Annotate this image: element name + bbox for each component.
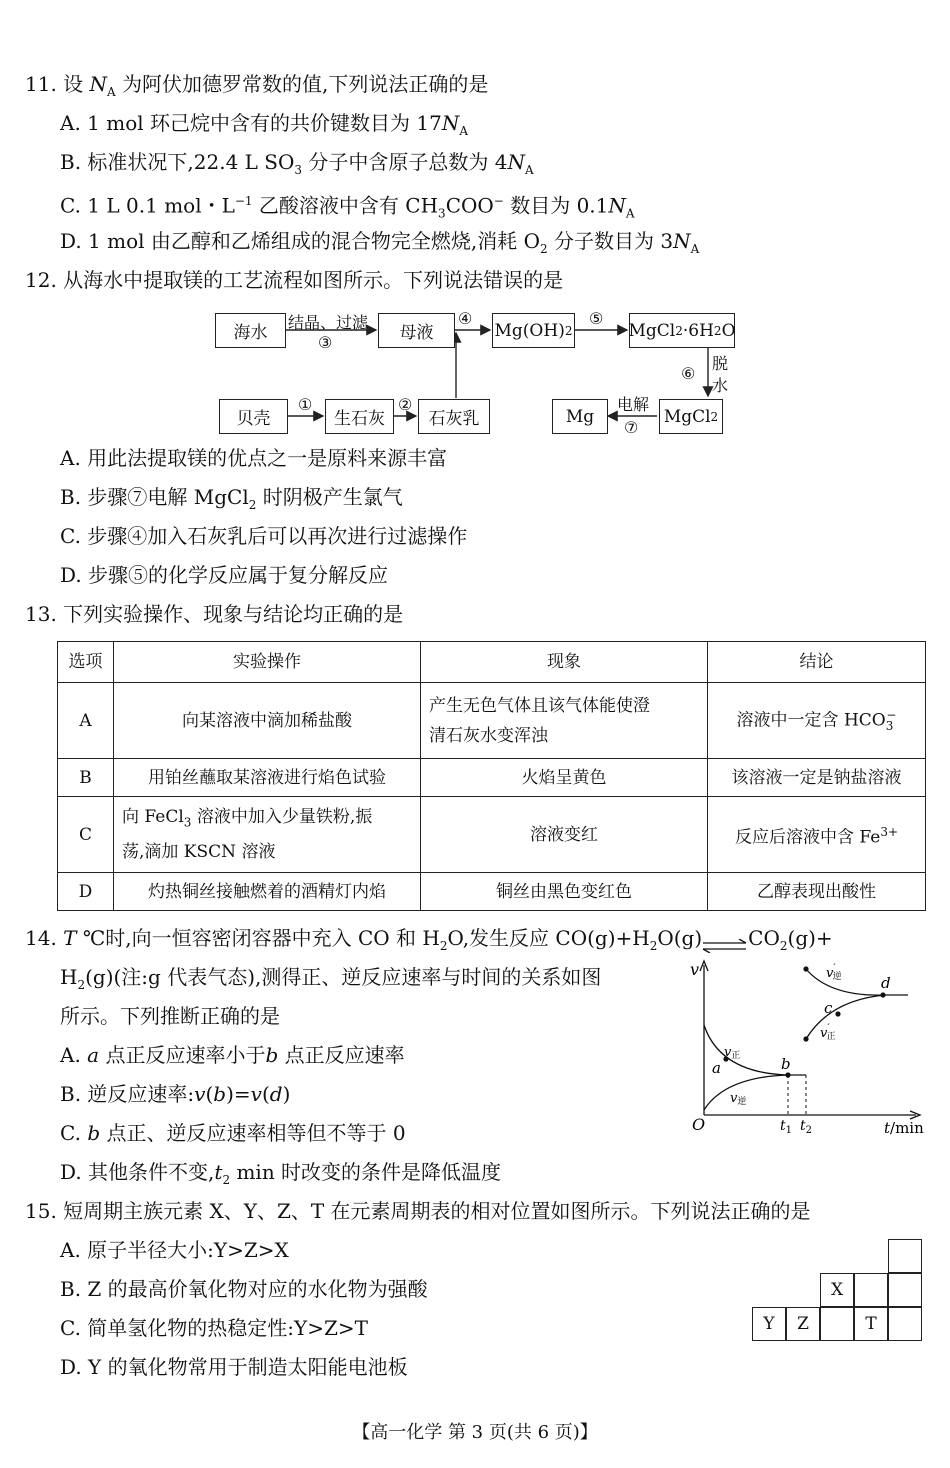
point-c [835,1011,840,1016]
q11-option-b: B. 标准状况下,22.4 L $SO_3$ 分子中含原子总数为 $4N_A$ [60,150,534,177]
table-cell-phenomenon: 溶液变红 [421,797,708,873]
equilibrium-arrow-icon [702,933,748,947]
graph-t1-label: $t_1$ [780,1118,793,1136]
graph-label-v-forward: v正 [724,1045,741,1061]
table-header-conclusion: 结论 [708,642,926,683]
periodic-cell-y: Y [752,1307,786,1341]
step-5-label: ⑤ [589,309,604,328]
table-row [58,683,926,759]
table-cell-conclusion: 该溶液一定是钠盐溶液 [708,759,926,797]
q15-option-a: A. 原子半径大小:Y>Z>X [60,1238,289,1262]
q11-option-d: D. 1 mol 由乙醇和乙烯组成的混合物完全燃烧,消耗 $O_2$ 分子数目为 $3N_A$ [60,229,700,256]
table-cell-conclusion: 反应后溶液中含 $Fe^{3+}$ [708,797,926,873]
periodic-cell-t: T [854,1307,888,1341]
point-t2-bottom [803,1036,808,1041]
experiment-table [57,641,926,911]
periodic-cell-empty [888,1273,922,1307]
table-row [58,759,926,797]
flow-box-mgcl2: MgCl 2 [659,399,723,434]
table-row [58,873,926,911]
q12-stem: 12. 从海水中提取镁的工艺流程如图所示。下列说法错误的是 [25,268,564,292]
q14-option-d: D. 其他条件不变$,t_2$ min 时改变的条件是降低温度 [60,1160,502,1187]
step-1-label: ① [298,395,313,414]
dehydrate-label-2: 水 [712,376,729,395]
q14-stem-line-3: 所示。下列推断正确的是 [60,1004,280,1028]
table-header-option: 选项 [58,642,114,683]
table-cell-operation: 灼热铜丝接触燃着的酒精灯内焰 [114,873,421,911]
step-4-label: ④ [458,309,473,328]
graph-point-b-label: b [781,1055,791,1073]
q14-stem-line-1: 14. T ℃时,向一恒容密闭容器中充入 CO 和 $H_2O$,发生反应 $CO(g)+H_2O(g)$ $CO_2(g)+$ [25,926,833,953]
q14-option-c: C. b 点正、逆反应速率相等但不等于 0 [60,1121,406,1145]
table-cell-option: C [58,797,114,873]
graph-label-v-reverse-prime: v′逆 [826,963,842,982]
step-3-label: ③ [318,333,333,352]
flow-box-quicklime: 生石灰 [325,399,394,434]
table-cell-phenomenon: 产生无色气体且该气体能使澄 清石灰水变浑浊 [421,683,708,759]
q14-option-a: A. a 点正反应速率小于b 点正反应速率 [60,1043,405,1067]
flow-box-shell: 贝壳 [219,399,288,434]
table-cell-operation: 向某溶液中滴加稀盐酸 [114,683,421,759]
graph-point-a-label: a [712,1059,721,1077]
q14-option-b: B. 逆反应速率:v(b)=v(d) [60,1082,291,1106]
periodic-cell-empty [888,1307,922,1341]
graph-x-label: t/min [884,1119,924,1137]
step-2-label: ② [398,395,413,414]
flow-box-mgcl2-hexahydrate: MgCl 2 ·6H 2 O [629,313,735,348]
point-d [880,992,885,997]
flow-arrows [0,0,950,450]
page-footer: 【高一化学 第 3 页(共 6 页)】 [352,1422,598,1443]
table-cell-operation: 向 FeCl$_3$ 溶液中加入少量铁粉,振 荡,滴加 KSCN 溶液 [114,797,421,873]
periodic-cell-empty [820,1307,854,1341]
table-header-phenomenon: 现象 [421,642,708,683]
q15-option-b: B. Z 的最高价氧化物对应的水化物为强酸 [60,1277,428,1301]
step-7-label: ⑦ [624,418,639,437]
table-cell-operation: 用铂丝蘸取某溶液进行焰色试验 [114,759,421,797]
flow-box-mother-liquor: 母液 [378,313,455,348]
q11-stem: 11. 设 $N_A$ 为阿伏加德罗常数的值,下列说法正确的是 [25,72,489,99]
graph-origin-label: O [692,1115,706,1134]
step-label-electrolysis: 电解 [617,395,650,414]
graph-point-d-label: d [881,974,891,992]
q13-stem: 13. 下列实验操作、现象与结论均正确的是 [25,602,404,626]
graph-point-c-label: c [824,999,833,1017]
q12-option-b: B. 步骤⑦电解 MgCl$_2$ 时阴极产生氯气 [60,485,403,512]
q12-option-a: A. 用此法提取镁的优点之一是原料来源丰富 [60,446,448,470]
point-b [785,1072,790,1077]
q15-option-c: C. 简单氢化物的热稳定性:Y>Z>T [60,1316,368,1340]
q15-option-d: D. Y 的氧化物常用于制造太阳能电池板 [60,1355,408,1379]
rate-time-graph [680,955,940,1140]
q12-option-d: D. 步骤⑤的化学反应属于复分解反应 [60,563,389,587]
table-cell-conclusion: 乙醇表现出酸性 [708,873,926,911]
table-header-row [58,642,926,683]
q15-stem: 15. 短周期主族元素 X、Y、Z、T 在元素周期表的相对位置如图所示。下列说法正确的是 [25,1199,811,1223]
flow-box-seawater: 海水 [215,313,286,348]
step-label-crystallize-filter: 结晶、过滤 [288,313,369,332]
q11-option-a: A. 1 mol 环己烷中含有的共价键数目为 $17N_A$ [60,111,468,138]
step-6-label: ⑥ [681,364,696,383]
flow-box-mg-hydroxide: Mg(OH) 2 [492,313,575,348]
curve-reverse-after [806,969,885,995]
q11-option-c: C. 1 L 0.1 mol・$L^{-1}$ 乙酸溶液中含有 $CH_3COO^-$ 数目为 $0.1N_A$ [60,193,635,221]
table-cell-phenomenon: 火焰呈黄色 [421,759,708,797]
periodic-cell-x: X [820,1273,854,1307]
q12-option-c: C. 步骤④加入石灰乳后可以再次进行过滤操作 [60,524,468,548]
point-t2-top [803,966,808,971]
periodic-cell-empty [888,1239,922,1273]
graph-label-v-reverse: v逆 [730,1091,747,1107]
flow-box-lime-milk: 石灰乳 [418,399,490,434]
graph-y-label: v [690,960,700,979]
table-cell-option: A [58,683,114,759]
graph-t2-label: $t_2$ [800,1118,813,1136]
table-cell-phenomenon: 铜丝由黑色变红色 [421,873,708,911]
table-cell-conclusion: 溶液中一定含 $HCO_3^-$ [708,683,926,759]
table-cell-option: D [58,873,114,911]
flow-box-mg: Mg [552,399,608,434]
periodic-cell-z: Z [786,1307,820,1341]
table-row [58,797,926,873]
graph-label-v-forward-prime: v′正 [820,1023,836,1042]
table-cell-option: B [58,759,114,797]
q14-stem-line-2: $H_2(g)$(注:g 代表气态),测得正、逆反应速率与时间的关系如图 [60,965,602,992]
periodic-cell-empty [854,1273,888,1307]
curve-forward-after [806,995,885,1039]
table-header-operation: 实验操作 [114,642,421,683]
dehydrate-label-1: 脱 [712,354,729,373]
